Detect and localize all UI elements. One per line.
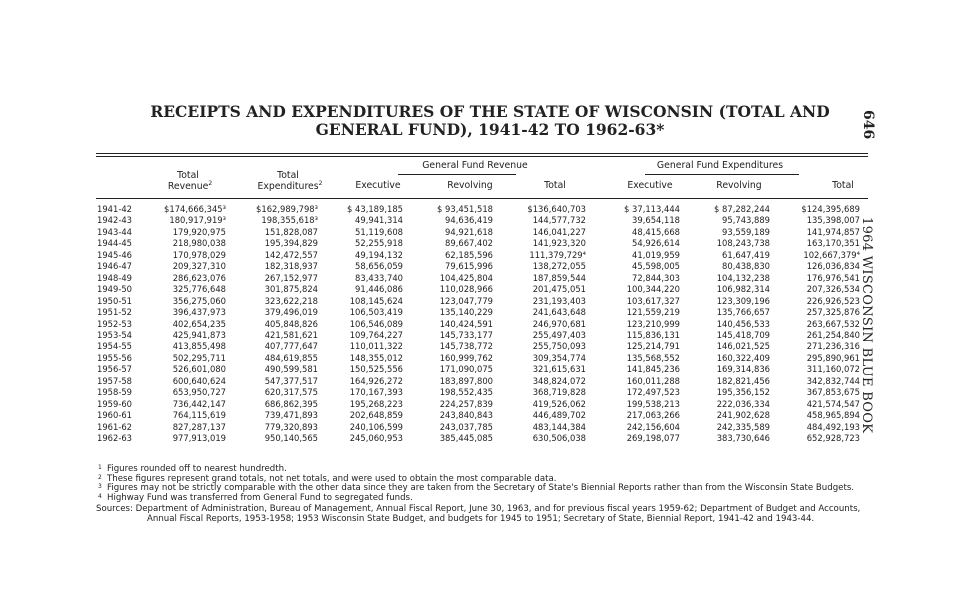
- cell-gf-rev-revolving: 145,738,772: [439, 341, 493, 352]
- cell-gf-exp-executive: 123,210,999: [626, 318, 680, 329]
- cell-gf-rev-total: 201,475,051: [532, 284, 586, 295]
- cell-gf-exp-revolving: 146,021,525: [716, 341, 770, 352]
- cell-total-expenditures: 739,471,893: [264, 410, 318, 421]
- cell-gf-exp-executive: 160,011,288: [626, 375, 680, 386]
- cell-total-expenditures: 950,140,565: [264, 433, 318, 443]
- cell-total-expenditures: 779,320,893: [264, 421, 318, 432]
- cell-total-revenue: $174,666,345³: [164, 204, 226, 214]
- table-row: [0, 239, 964, 248]
- cell-year: 1957-58: [97, 375, 132, 386]
- header-exp-total: Total: [832, 180, 854, 191]
- cell-total-expenditures: 323,622,218: [264, 295, 318, 306]
- cell-gf-rev-revolving: 198,552,435: [439, 387, 493, 398]
- cell-gf-exp-total: 652,928,723: [806, 433, 860, 443]
- cell-gf-exp-revolving: 135,766,657: [716, 307, 770, 318]
- cell-gf-exp-revolving: 169,314,836: [716, 364, 770, 375]
- cell-gf-rev-executive: 108,145,624: [349, 295, 403, 306]
- gf-expenditures-underline: [645, 174, 799, 175]
- cell-total-revenue: 736,442,147: [172, 398, 226, 409]
- cell-gf-exp-revolving: 383,730,646: [716, 433, 770, 443]
- cell-gf-rev-total: 255,750,093: [532, 341, 586, 352]
- cell-gf-rev-total: 419,526,062: [532, 398, 586, 409]
- cell-gf-exp-revolving: $ 87,282,244: [714, 204, 770, 214]
- sources-note: Sources: Department of Administration, Bureau of Management, Annual Fiscal Report, June 30, 1963, and for previous fiscal years 1959-62; Department of Budget and Accounts, Annual Fiscal Reports, 1953-1958; 1953 Wisconsin State Budget, and budgets for 1945 to 1951; Secretary of State, Biennial Report, 1941-42 and 1943-44.: [96, 503, 861, 524]
- cell-gf-rev-revolving: 94,636,419: [445, 215, 493, 226]
- cell-gf-exp-executive: 72,844,303: [632, 272, 680, 283]
- cell-gf-rev-total: 255,497,403: [532, 329, 586, 340]
- cell-total-expenditures: 195,394,829: [264, 238, 318, 249]
- cell-total-revenue: 827,287,137: [172, 421, 226, 432]
- table-row: [0, 262, 964, 271]
- cell-year: 1950-51: [97, 295, 132, 306]
- cell-total-revenue: 286,623,076: [172, 272, 226, 283]
- header-exp-revolving: Revolving: [716, 180, 762, 191]
- cell-year: 1941-42: [97, 204, 132, 214]
- header-total-revenue-1: Total: [177, 170, 199, 181]
- cell-total-revenue: 209,327,310: [172, 261, 226, 272]
- cell-gf-rev-total: 241,643,648: [532, 307, 586, 318]
- table-row: [0, 251, 964, 260]
- cell-gf-exp-executive: 39,654,118: [632, 215, 680, 226]
- header-total-expend-2: Expenditures$^2$: [257, 180, 323, 193]
- cell-gf-rev-revolving: 243,037,785: [439, 421, 493, 432]
- cell-gf-exp-total: 226,926,523: [806, 295, 860, 306]
- cell-total-expenditures: 421,581,621: [264, 329, 318, 340]
- table-row: [0, 400, 964, 409]
- cell-gf-exp-revolving: 93,559,189: [722, 226, 770, 237]
- cell-gf-exp-executive: 217,063,266: [626, 410, 680, 421]
- cell-total-revenue: 425,941,873: [172, 329, 226, 340]
- cell-gf-rev-executive: 110,011,322: [349, 341, 403, 352]
- cell-gf-rev-revolving: 243,840,843: [439, 410, 493, 421]
- cell-year: 1949-50: [97, 284, 132, 295]
- header-gf-expenditures: General Fund Expenditures: [656, 160, 784, 171]
- cell-gf-exp-revolving: 106,982,314: [716, 284, 770, 295]
- cell-total-expenditures: 267,152,977: [264, 272, 318, 283]
- cell-gf-exp-total: 141,974,857: [806, 226, 860, 237]
- cell-gf-exp-executive: 269,198,077: [626, 433, 680, 443]
- cell-gf-exp-total: 271,236,316: [806, 341, 860, 352]
- cell-total-expenditures: 620,317,575: [264, 387, 318, 398]
- running-head-sidebar: 1964 WISCONSIN BLUE BOOK: [859, 217, 874, 434]
- cell-gf-rev-executive: 148,355,012: [349, 352, 403, 363]
- cell-gf-exp-total: 207,326,534: [806, 284, 860, 295]
- header-total-expend-1: Total: [277, 170, 299, 181]
- page-title-line-1: RECEIPTS AND EXPENDITURES OF THE STATE OF WISCONSIN (TOTAL AND: [150, 102, 830, 121]
- cell-gf-exp-executive: 115,836,131: [626, 329, 680, 340]
- cell-gf-rev-total: 309,354,774: [532, 352, 586, 363]
- cell-gf-rev-total: 138,272,055: [532, 261, 586, 272]
- cell-gf-rev-executive: 170,167,393: [349, 387, 403, 398]
- cell-gf-exp-executive: $ 37,113,444: [624, 204, 680, 214]
- cell-gf-rev-executive: 106,503,419: [349, 307, 403, 318]
- cell-gf-rev-total: 348,824,072: [532, 375, 586, 386]
- cell-gf-rev-revolving: 62,185,596: [445, 249, 493, 260]
- cell-gf-exp-revolving: 145,418,709: [716, 329, 770, 340]
- cell-gf-exp-executive: 199,538,213: [626, 398, 680, 409]
- page-title-line-2: GENERAL FUND), 1941-42 TO 1962-63*: [315, 120, 665, 139]
- table-row: [0, 377, 964, 386]
- header-bottom-rule: [96, 198, 868, 199]
- cell-gf-rev-executive: 164,926,272: [349, 375, 403, 386]
- cell-gf-rev-executive: 91,446,086: [355, 284, 403, 295]
- table-row: [0, 411, 964, 420]
- cell-total-expenditures: 484,619,855: [264, 352, 318, 363]
- footnotes: [96, 465, 868, 524]
- cell-gf-exp-total: 257,325,876: [806, 307, 860, 318]
- cell-gf-rev-revolving: 140,424,591: [439, 318, 493, 329]
- table-row: [0, 320, 964, 329]
- table-row: [0, 342, 964, 351]
- cell-gf-rev-revolving: 79,615,996: [445, 261, 493, 272]
- cell-gf-rev-total: 146,041,227: [532, 226, 586, 237]
- cell-total-revenue: 179,920,975: [172, 226, 226, 237]
- table-row: [0, 205, 964, 214]
- cell-year: 1960-61: [97, 410, 132, 421]
- cell-gf-rev-revolving: 145,733,177: [439, 329, 493, 340]
- cell-total-expenditures: $162,989,798³: [256, 204, 318, 214]
- table-row: [0, 434, 964, 443]
- cell-year: 1955-56: [97, 352, 132, 363]
- cell-gf-rev-executive: 52,255,918: [355, 238, 403, 249]
- gf-revenue-underline: [398, 174, 516, 175]
- cell-gf-rev-total: 483,144,384: [532, 421, 586, 432]
- cell-total-revenue: 180,917,919³: [169, 215, 226, 226]
- cell-total-expenditures: 407,777,647: [264, 341, 318, 352]
- cell-gf-exp-revolving: 222,036,334: [716, 398, 770, 409]
- cell-gf-exp-total: $124,395,689: [801, 204, 860, 214]
- cell-gf-rev-total: $136,640,703: [527, 204, 586, 214]
- cell-year: 1962-63: [97, 433, 132, 443]
- cell-gf-exp-total: 163,170,351: [806, 238, 860, 249]
- cell-gf-rev-total: 187,859,544: [532, 272, 586, 283]
- cell-year: 1946-47: [97, 261, 132, 272]
- cell-gf-exp-total: 176,976,541: [806, 272, 860, 283]
- cell-total-revenue: 600,640,624: [172, 375, 226, 386]
- cell-gf-rev-total: 321,615,631: [532, 364, 586, 375]
- cell-total-revenue: 413,855,498: [172, 341, 226, 352]
- table-row: [0, 365, 964, 374]
- header-gf-revenue: General Fund Revenue: [422, 160, 528, 171]
- cell-gf-rev-revolving: 224,257,839: [439, 398, 493, 409]
- cell-gf-rev-total: 231,193,403: [532, 295, 586, 306]
- table-row: [0, 388, 964, 397]
- footnote-2: 2 These figures represent grand totals, not net totals, and were used to obtain the most comparable data.: [98, 473, 557, 484]
- cell-gf-exp-total: 295,890,961: [806, 352, 860, 363]
- cell-year: 1954-55: [97, 341, 132, 352]
- cell-gf-exp-total: 126,036,834: [806, 261, 860, 272]
- cell-gf-exp-revolving: 123,309,196: [716, 295, 770, 306]
- cell-gf-rev-executive: 109,764,227: [349, 329, 403, 340]
- cell-gf-rev-total: 446,489,702: [532, 410, 586, 421]
- cell-total-expenditures: 142,472,557: [264, 249, 318, 260]
- table-row: [0, 216, 964, 225]
- cell-gf-exp-revolving: 195,356,152: [716, 387, 770, 398]
- cell-gf-exp-executive: 103,617,327: [626, 295, 680, 306]
- cell-year: 1956-57: [97, 364, 132, 375]
- cell-total-revenue: 977,913,019: [172, 433, 226, 443]
- cell-gf-rev-executive: 240,106,599: [349, 421, 403, 432]
- cell-gf-exp-executive: 125,214,791: [626, 341, 680, 352]
- cell-gf-rev-revolving: 183,897,800: [439, 375, 493, 386]
- cell-gf-exp-revolving: 95,743,889: [722, 215, 770, 226]
- cell-gf-rev-executive: 58,656,059: [355, 261, 403, 272]
- cell-year: 1945-46: [97, 249, 132, 260]
- header-total-revenue-2: Revenue$^2$: [167, 180, 213, 193]
- footnote-4: 4 Highway Fund was transferred from General Fund to segregated funds.: [98, 493, 413, 504]
- cell-year: 1948-49: [97, 272, 132, 283]
- cell-year: 1952-53: [97, 318, 132, 329]
- cell-gf-rev-revolving: 385,445,085: [439, 433, 493, 443]
- cell-gf-rev-revolving: 104,425,804: [439, 272, 493, 283]
- cell-gf-rev-executive: 51,119,608: [355, 226, 403, 237]
- cell-gf-rev-total: 144,577,732: [532, 215, 586, 226]
- table-row: [0, 274, 964, 283]
- cell-total-expenditures: 379,496,019: [264, 307, 318, 318]
- cell-gf-rev-revolving: 160,999,762: [439, 352, 493, 363]
- cell-gf-rev-total: 246,970,681: [532, 318, 586, 329]
- cell-total-revenue: 356,275,060: [172, 295, 226, 306]
- cell-gf-rev-total: 111,379,729⁴: [529, 249, 586, 260]
- cell-year: 1961-62: [97, 421, 132, 432]
- table-row: [0, 423, 964, 432]
- cell-year: 1959-60: [97, 398, 132, 409]
- cell-gf-rev-executive: 83,433,740: [355, 272, 403, 283]
- cell-gf-exp-revolving: 182,821,456: [716, 375, 770, 386]
- cell-gf-exp-executive: 172,497,523: [626, 387, 680, 398]
- cell-gf-rev-revolving: 89,667,402: [445, 238, 493, 249]
- cell-gf-exp-revolving: 160,322,409: [716, 352, 770, 363]
- cell-gf-rev-executive: 49,941,314: [355, 215, 403, 226]
- cell-gf-rev-executive: 106,546,089: [349, 318, 403, 329]
- cell-gf-exp-executive: 141,845,236: [626, 364, 680, 375]
- cell-gf-exp-revolving: 80,438,830: [722, 261, 770, 272]
- cell-total-revenue: 653,950,727: [172, 387, 226, 398]
- header-exp-executive: Executive: [627, 180, 673, 191]
- cell-gf-exp-total: 135,398,007: [806, 215, 860, 226]
- cell-gf-exp-revolving: 108,243,738: [716, 238, 770, 249]
- cell-total-revenue: 218,980,038: [172, 238, 226, 249]
- cell-total-expenditures: 686,862,395: [264, 398, 318, 409]
- cell-gf-rev-revolving: 94,921,618: [445, 226, 493, 237]
- cell-total-revenue: 325,776,648: [172, 284, 226, 295]
- top-rule: [96, 153, 868, 154]
- cell-gf-exp-executive: 45,598,005: [632, 261, 680, 272]
- cell-year: 1958-59: [97, 387, 132, 398]
- cell-gf-exp-total: 311,160,072: [806, 364, 860, 375]
- cell-gf-rev-executive: 49,194,132: [355, 249, 403, 260]
- cell-total-revenue: 526,601,080: [172, 364, 226, 375]
- cell-gf-exp-executive: 48,415,668: [632, 226, 680, 237]
- cell-total-expenditures: 547,377,517: [264, 375, 318, 386]
- cell-gf-rev-revolving: $ 93,451,518: [437, 204, 493, 214]
- cell-total-revenue: 402,654,235: [172, 318, 226, 329]
- cell-gf-exp-executive: 100,344,220: [626, 284, 680, 295]
- cell-gf-exp-revolving: 61,647,419: [722, 249, 770, 260]
- footnote-3: 3 Figures may not be strictly comparable with the other data since they are taken from the Secretary of State's Biennial Reports rather than from the Wisconsin State Budgets.: [98, 483, 855, 494]
- table-row: [0, 297, 964, 306]
- header-rev-total: Total: [544, 180, 566, 191]
- cell-gf-exp-revolving: 241,902,628: [716, 410, 770, 421]
- cell-total-expenditures: 198,355,618³: [261, 215, 318, 226]
- cell-gf-exp-total: 342,832,744: [806, 375, 860, 386]
- cell-year: 1953-54: [97, 329, 132, 340]
- header-rev-revolving: Revolving: [447, 180, 493, 191]
- cell-year: 1942-43: [97, 215, 132, 226]
- cell-total-revenue: 764,115,619: [172, 410, 226, 421]
- table-row: [0, 308, 964, 317]
- cell-gf-rev-revolving: 110,028,966: [439, 284, 493, 295]
- table-row: [0, 354, 964, 363]
- cell-year: 1943-44: [97, 226, 132, 237]
- cell-gf-exp-revolving: 242,335,589: [716, 421, 770, 432]
- cell-gf-exp-executive: 242,156,604: [626, 421, 680, 432]
- table-row: [0, 331, 964, 340]
- cell-gf-rev-revolving: 135,140,229: [439, 307, 493, 318]
- cell-year: 1944-45: [97, 238, 132, 249]
- cell-gf-exp-total: 421,574,547: [806, 398, 860, 409]
- cell-gf-rev-revolving: 171,090,075: [439, 364, 493, 375]
- cell-gf-exp-executive: 41,019,959: [632, 249, 680, 260]
- cell-gf-rev-executive: 245,060,953: [349, 433, 403, 443]
- cell-total-expenditures: 151,828,087: [264, 226, 318, 237]
- cell-gf-exp-revolving: 140,456,533: [716, 318, 770, 329]
- cell-total-revenue: 396,437,973: [172, 307, 226, 318]
- cell-gf-exp-total: 261,254,840: [806, 329, 860, 340]
- cell-total-expenditures: 490,599,581: [264, 364, 318, 375]
- cell-gf-exp-total: 263,667,532: [806, 318, 860, 329]
- cell-gf-exp-total: 367,853,675: [806, 387, 860, 398]
- cell-gf-rev-executive: 150,525,556: [349, 364, 403, 375]
- cell-gf-exp-total: 484,492,193: [806, 421, 860, 432]
- cell-total-expenditures: 405,848,826: [264, 318, 318, 329]
- cell-gf-exp-total: 458,965,894: [806, 410, 860, 421]
- table-row: [0, 228, 964, 237]
- cell-gf-rev-executive: $ 43,189,185: [347, 204, 403, 214]
- cell-gf-exp-executive: 135,568,552: [626, 352, 680, 363]
- cell-gf-rev-executive: 195,268,223: [349, 398, 403, 409]
- cell-gf-rev-revolving: 123,047,779: [439, 295, 493, 306]
- cell-gf-rev-executive: 202,648,859: [349, 410, 403, 421]
- page-number: 646: [860, 110, 876, 140]
- cell-gf-rev-total: 630,506,038: [532, 433, 586, 443]
- footnote-1: 1 Figures rounded off to nearest hundredth.: [98, 464, 287, 474]
- cell-total-revenue: 170,978,029: [172, 249, 226, 260]
- table-row: [0, 285, 964, 294]
- cell-gf-exp-executive: 54,926,614: [632, 238, 680, 249]
- cell-gf-exp-revolving: 104,132,238: [716, 272, 770, 283]
- cell-year: 1951-52: [97, 307, 132, 318]
- cell-total-revenue: 502,295,711: [172, 352, 226, 363]
- top-rule-double: [96, 156, 868, 157]
- cell-total-expenditures: 182,318,937: [264, 261, 318, 272]
- cell-gf-rev-total: 368,719,828: [532, 387, 586, 398]
- header-rev-executive: Executive: [355, 180, 401, 191]
- cell-total-expenditures: 301,875,824: [264, 284, 318, 295]
- cell-gf-exp-total: 102,667,379⁴: [803, 249, 860, 260]
- cell-gf-rev-total: 141,923,320: [532, 238, 586, 249]
- cell-gf-exp-executive: 121,559,219: [626, 307, 680, 318]
